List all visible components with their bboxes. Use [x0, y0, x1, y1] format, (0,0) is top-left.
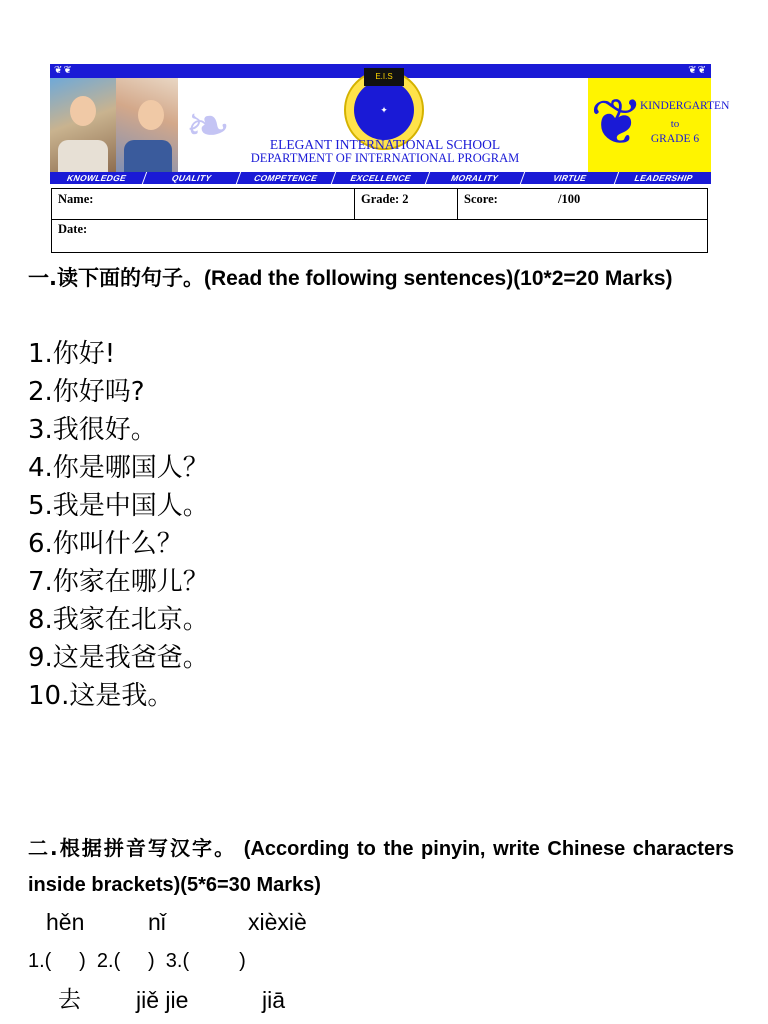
grade-label: Grade: 2 — [361, 192, 409, 206]
level-top: KINDERGARTEN — [640, 100, 730, 112]
student-info-table — [51, 188, 708, 253]
pinyin-item: jiě jie — [136, 987, 189, 1013]
value-quality: QUALITY — [141, 172, 240, 184]
list-item: 3.我很好。 — [28, 415, 157, 445]
logo-text: E.I.S — [364, 68, 404, 86]
score-label: Score: — [464, 192, 498, 206]
ornament-icon: ❦❦ — [688, 65, 707, 76]
pinyin-item: xièxiè — [248, 909, 307, 935]
grade-cell — [355, 189, 458, 219]
list-item: 2.你好吗? — [28, 377, 145, 407]
level-mid: to — [670, 118, 680, 130]
school-header-banner — [50, 64, 730, 184]
list-item: 9.这是我爸爸。 — [28, 643, 209, 673]
grade-range-box — [588, 78, 730, 174]
info-row — [52, 189, 707, 220]
list-item: 7.你家在哪儿？ — [28, 567, 209, 597]
department-name: DEPARTMENT OF INTERNATIONAL PROGRAM — [250, 151, 520, 165]
answer-brackets[interactable]: 1.( ) 2.( ) 3.( ) — [28, 950, 246, 972]
section1-title — [28, 260, 734, 297]
decorative-swirl-icon: ❦ — [590, 86, 644, 160]
value-virtue: VIRTUE — [520, 172, 619, 184]
value-excellence: EXCELLENCE — [331, 172, 430, 184]
section2-title-zh: 二.根据拼音写汉字。 — [28, 836, 237, 860]
pinyin-item: jiā — [262, 987, 286, 1013]
decorative-swirl-icon: ❧ — [185, 94, 231, 157]
list-item: 4.你是哪国人？ — [28, 453, 209, 483]
section1-title-zh: 一.读下面的句子。 — [28, 266, 204, 290]
student-photo-girl — [116, 78, 178, 174]
section2-title-en: (According to the pinyin, write Chinese characters inside brackets)(5*6=30 Marks) — [28, 838, 734, 896]
value-morality: MORALITY — [425, 172, 524, 184]
sentence-list — [28, 335, 209, 715]
list-item: 5.我是中国人。 — [28, 491, 209, 521]
pinyin-item: nǐ — [148, 909, 166, 935]
list-item: 10.这是我。 — [28, 681, 174, 711]
section2-title — [28, 830, 734, 903]
school-name: ELEGANT INTERNATIONAL SCHOOL — [269, 137, 501, 152]
list-item: 8.我家在北京。 — [28, 605, 209, 635]
name-label: Name: — [58, 192, 94, 206]
value-competence: COMPETENCE — [236, 172, 335, 184]
value-leadership: LEADERSHIP — [614, 172, 713, 184]
score-field[interactable] — [458, 189, 707, 219]
student-photo-boy — [50, 78, 116, 174]
value-knowledge: KNOWLEDGE — [65, 173, 129, 183]
values-band — [50, 172, 711, 184]
name-field[interactable] — [52, 189, 355, 219]
date-field[interactable] — [58, 219, 87, 239]
logo-emblem: ✦ — [354, 80, 414, 140]
section1-title-en: (Read the following sentences)(10*2=20 Marks) — [203, 267, 673, 290]
ornament-icon: ❦❦ — [54, 65, 73, 76]
list-item: 1.你好! — [28, 339, 116, 369]
pinyin-item: 去 — [58, 987, 81, 1013]
level-bottom: GRADE 6 — [650, 133, 700, 145]
pinyin-item: hěn — [46, 909, 85, 935]
list-item: 6.你叫什么？ — [28, 529, 183, 559]
score-max: /100 — [558, 192, 581, 206]
date-label: Date: — [58, 222, 88, 236]
